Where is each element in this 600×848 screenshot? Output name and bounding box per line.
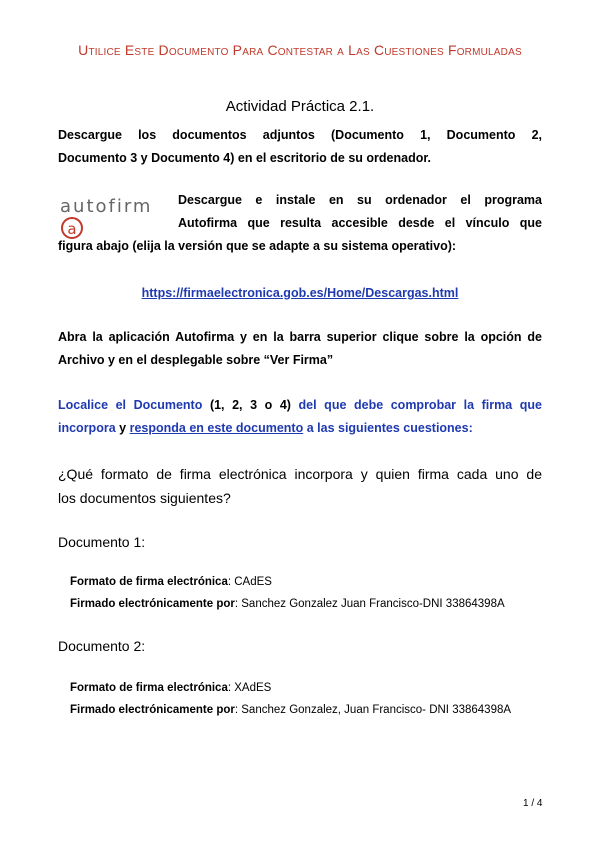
document-2-signer-value: : Sanchez Gonzalez, Juan Francisco- DNI 33864398A [234,704,512,716]
document-1-signer-label: Firmado electrónicamente por [70,598,235,610]
respond-link[interactable]: responda en este documento [129,421,304,435]
document-1-signer-value: : Sanchez Gonzalez Juan Francisco-DNI 33864398A [234,598,505,610]
document-1-format-label: Formato de firma electrónica [70,576,228,588]
document-1-format [70,576,272,588]
locate-text-b: (1, 2, 3 o 4) [209,398,291,412]
document-2-signer-label: Firmado electrónicamente por [70,704,235,716]
install-line-1: Descargue e instale en su ordenador el programa [178,193,542,207]
document-banner: Utilice Este Documento Para Contestar a Las Cuestiones Formuladas [78,42,522,58]
question-heading [58,462,542,510]
page-counter: 1 / 4 [523,798,543,809]
activity-title: Actividad Práctica 2.1. [225,98,375,115]
question-line-1: ¿Qué formato de firma electrónica incorpora y quien firma cada uno de [58,466,542,482]
locate-line-1 [58,394,542,417]
locate-text-e: y [119,421,127,435]
intro-paragraph [58,124,542,170]
intro-line-1: Descargue los documentos adjuntos (Documento 1, Documento 2, [58,128,542,142]
install-paragraph-top [178,189,542,235]
autofirma-logo [60,196,172,238]
open-app-line-2: Archivo y en el desplegable sobre “Ver Firma” [58,353,334,367]
locate-text-d: incorpora [58,421,116,435]
document-2-format-label: Formato de firma electrónica [70,682,228,694]
document-2-format [70,682,271,694]
question-line-2: los documentos siguientes? [58,490,231,506]
document-2-heading: Documento 2: [58,638,146,654]
download-link-container [58,282,542,305]
open-app-line-1: Abra la aplicación Autofirma y en la barra superior clique sobre la opción de [58,330,542,344]
install-line-2: Autofirma que resulta accesible desde el vínculo que [178,216,542,230]
locate-text-c: del que debe comprobar la firma que [298,398,542,412]
download-link[interactable]: https://firmaelectronica.gob.es/Home/Descargas.html [141,286,459,300]
install-line-3: figura abajo (elija la versión que se adapte a su sistema operativo): [58,239,457,253]
open-app-paragraph [58,326,542,372]
document-1-heading: Documento 1: [58,534,146,550]
document-2-signer [70,704,511,716]
logo-a-icon: a [61,217,83,239]
intro-line-2: Documento 3 y Documento 4) en el escritorio de su ordenador. [58,151,431,165]
document-1-signer [70,598,505,610]
locate-line-2 [58,417,542,440]
document-1-format-value: : CAdES [227,576,272,588]
logo-text: autofirm [60,196,153,217]
document-2-format-value: : XAdES [227,682,272,694]
locate-text-f: a las siguientes cuestiones: [306,421,473,435]
locate-text-a: Localice el Documento [58,398,203,412]
locate-paragraph [58,394,542,440]
